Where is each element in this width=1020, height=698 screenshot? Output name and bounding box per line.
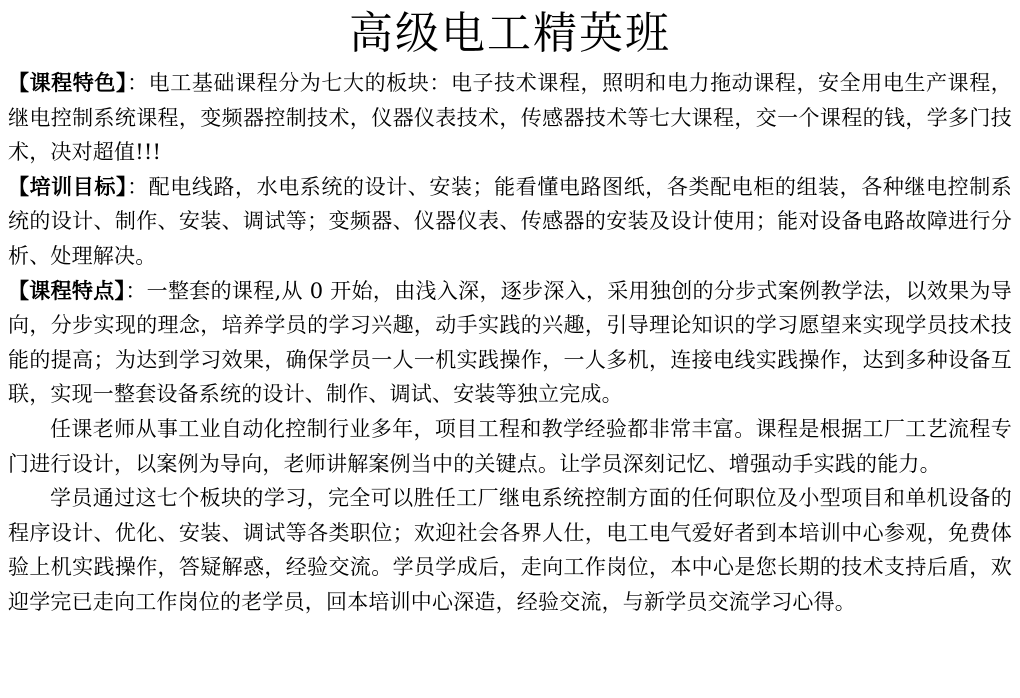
section-label-training-goals: 【培训目标】	[8, 173, 128, 199]
section-course-characteristics	[8, 274, 1012, 412]
section-label-course-characteristics: 【课程特点】	[8, 277, 126, 303]
section-training-goals	[8, 170, 1012, 274]
paragraph-students: 学员通过这七个板块的学习，完全可以胜任工厂继电系统控制方面的任何职位及小型项目和单机设备的程序设计、优化、安装、调试等各类职位；欢迎社会各界人仕，电工电气爱好者到本培训中心参观，免费体验上机实践操作，答疑解惑，经验交流。学员学成后，走向工作岗位，本中心是您长期的技术支持后盾，欢迎学完已走向工作岗位的老学员，回本培训中心深造，经验交流，与新学员交流学习心得。	[8, 486, 1012, 614]
paragraph-teachers: 任课老师从事工业自动化控制行业多年，项目工程和教学经验都非常丰富。课程是根据工厂工艺流程专门进行设计，以案例为导向，老师讲解案例当中的关键点。让学员深刻记忆、增强动手实践的能力。	[8, 416, 1012, 476]
page-title: 高级电工精英班	[349, 8, 671, 59]
section-text-course-characteristics: ：一整套的课程,从 0 开始，由浅入深，逐步深入，采用独创的分步式案例教学法，以效果为导向，分步实现的理念，培养学员的学习兴趣，动手实践的兴趣，引导理论知识的学习愿望来实现学员技术技能的提高；为达到学习效果，确保学员一人一机实践操作，一人多机，连接电线实践操作，达到多种设备互联，实现一整套设备系统的设计、制作、调试、安装等独立完成。	[8, 278, 1012, 407]
section-text-training-goals: ：配电线路，水电系统的设计、安装；能看懂电路图纸，各类配电柜的组装，各种继电控制系统的设计、制作、安装、调试等；变频器、仪器仪表、传感器的安装及设计使用；能对设备电路故障进行分析、处理解决。	[8, 174, 1012, 268]
section-course-features	[8, 66, 1012, 170]
section-text-course-features: ：电工基础课程分为七大的板块：电子技术课程，照明和电力拖动课程，安全用电生产课程，继电控制系统课程，变频器控制技术，仪器仪表技术，传感器技术等七大课程，交一个课程的钱，学多门技术，决对超值!!!	[8, 71, 1012, 165]
section-label-course-features: 【课程特色】	[8, 70, 128, 95]
